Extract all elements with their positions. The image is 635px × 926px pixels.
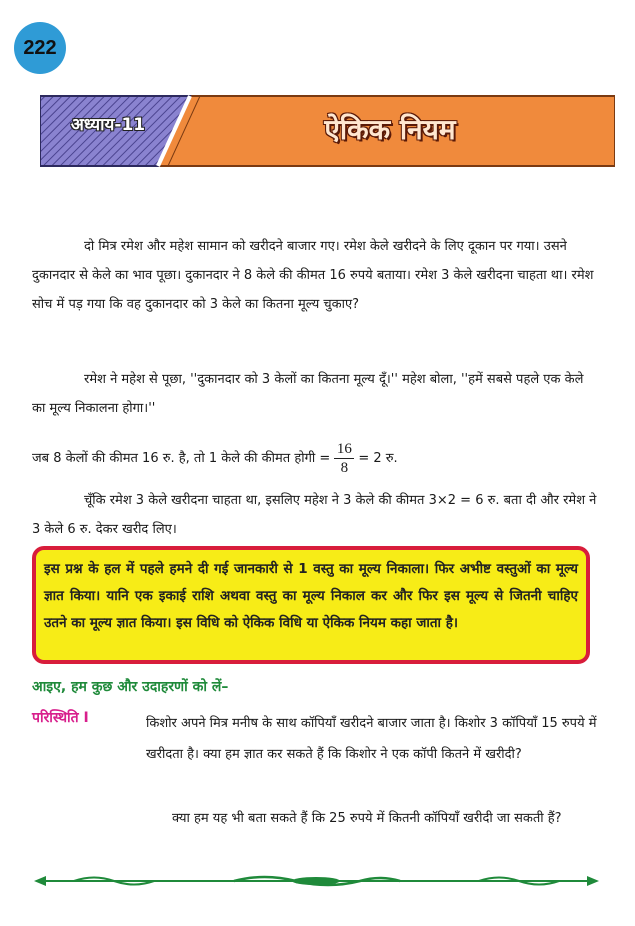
examples-heading: आइए, हम कुछ और उदाहरणों को लें– [32,679,229,695]
decorative-divider [34,872,599,890]
fraction-denominator: 8 [340,460,349,476]
paragraph-intro: दो मित्र रमेश और महेश सामान को खरीदने बाजार गए। रमेश केले खरीदने के लिए दूकान पर गया। उसने दुकानदार से केले का भाव पूछा। दुकानदार ने 8 केले की कीमत 16 रुपये बताया। रमेश 3 केले खरीदना चाहता था। रमेश सोच में पड़ गया कि वह दुकानदार को 3 केले का कितना मूल्य चुकाए? [32,239,594,312]
chapter-number: अध्याय-11 [70,115,146,135]
paragraph-conclusion: चूँकि रमेश 3 केले खरीदना चाहता था, इसलिए महेश ने 3 केले की कीमत 3×2 = 6 रु. बता दी और रमेश ने 3 केले 6 रु. देकर खरीद लिए। [32,493,597,537]
paragraph-dialogue: रमेश ने महेश से पूछा, ''दुकानदार को 3 केलों का कितना मूल्य दूँ।'' महेश बोला, ''हमें सबसे पहले एक केले का मूल्य निकालना होगा।'' [32,372,584,416]
situation-text: किशोर अपने मित्र मनीष के साथ कॉपियाँ खरीदने बाजार जाता है। किशोर 3 कॉपियाँ 15 रुपये में खरीदता है। क्या हम ज्ञात कर सकते हैं कि किशोर ने एक कॉपी कितने में खरीदी? [146,716,597,762]
situation-question: क्या हम यह भी बता सकते हैं कि 25 रुपये में कितनी कॉपियाँ खरीदी जा सकती हैं? [172,811,562,826]
paragraph-calculation [32,440,600,477]
calculation-result: = 2 रु. [358,451,398,466]
chapter-title: ऐकिक नियम [324,113,456,146]
calculation-text: जब 8 केलों की कीमत 16 रु. है, तो 1 केले की कीमत होगी = [32,451,331,466]
page-number-badge [14,22,66,74]
unitary-method-definition-box: इस प्रश्न के हल में पहले हमने दी गई जानकारी से 1 वस्तु का मूल्य निकाला। फिर अभीष्ट वस्तुओं का मूल्य ज्ञात किया। यानि एक इकाई राशि अथवा वस्तु का मूल्य निकाल कर और फिर इस मूल्य से जितनी चाहिए उतने का मूल्य ज्ञात किया। इस विधि को ऐकिक विधि या ऐकिक नियम कहा जाता है। [32,546,590,664]
fraction [334,440,354,477]
situation-label: परिस्थिति I [32,710,89,726]
fraction-numerator: 16 [336,441,352,457]
page-number: 222 [23,36,57,59]
